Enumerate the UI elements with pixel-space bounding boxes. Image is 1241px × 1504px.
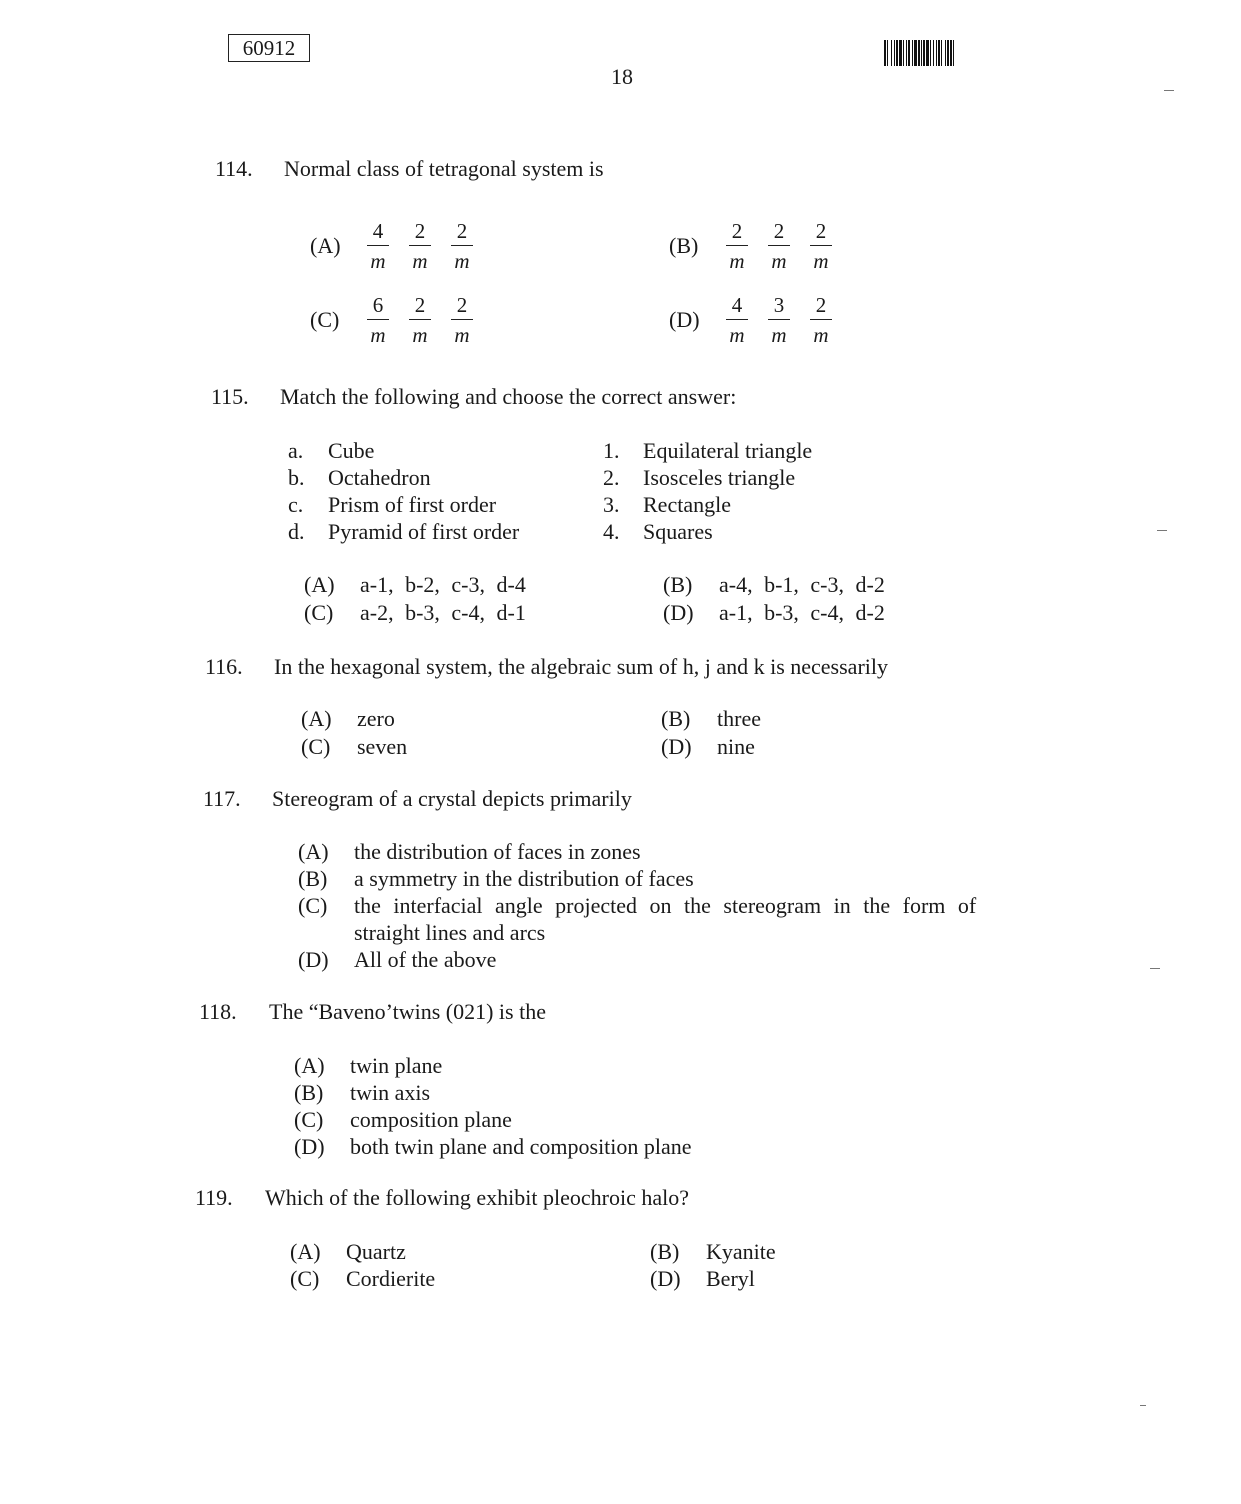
option-a: (A) twin plane (294, 1053, 443, 1078)
q117-options (298, 838, 976, 973)
option-b: (B) three (661, 706, 761, 731)
match-item: 4. Squares (603, 519, 713, 544)
option-a: (A) a-1, b-2, c-3, d-4 (304, 572, 526, 597)
q114-option-d (669, 294, 833, 346)
fraction: $\frac{2}{m}$ (809, 294, 833, 346)
q116-options-left (301, 705, 407, 761)
q118-text: The “Baveno’twins (021) is the (269, 999, 546, 1024)
option-d: (D) All of the above (298, 947, 497, 972)
option-d: (D) both twin plane and composition plane (294, 1134, 692, 1159)
option-label: (D) (669, 307, 700, 332)
scan-speck (1157, 530, 1167, 531)
q115-column-left (288, 437, 519, 545)
q118-number: 118. (199, 999, 237, 1024)
barcode-icon (884, 40, 1036, 66)
q119-options-right (650, 1238, 776, 1292)
q114-number: 114. (215, 156, 253, 181)
option-b: (B) a symmetry in the distribution of faces (298, 866, 694, 891)
q115-options-right (663, 571, 885, 627)
q114-option-b (669, 220, 833, 272)
fraction: $\frac{2}{m}$ (725, 220, 749, 272)
fraction: $\frac{2}{m}$ (450, 294, 474, 346)
option-b: (B) Kyanite (650, 1239, 776, 1264)
fraction: $\frac{2}{m}$ (450, 220, 474, 272)
scan-speck (1164, 90, 1174, 91)
match-item: 3. Rectangle (603, 492, 731, 517)
option-d: (D) Beryl (650, 1266, 755, 1291)
option-label: (A) (310, 233, 341, 258)
option-c: (C) composition plane (294, 1107, 512, 1132)
fraction: $\frac{4}{m}$ (725, 294, 749, 346)
fraction: $\frac{2}{m}$ (408, 294, 432, 346)
option-label: (B) (669, 233, 699, 258)
option-c: (C) the interfacial angle projected on the stereogram in the form of (298, 893, 977, 918)
q116-number: 116. (205, 654, 243, 679)
option-a: (A) Quartz (290, 1239, 406, 1264)
match-item: 2. Isosceles triangle (603, 465, 796, 490)
option-d: (D) a-1, b-3, c-4, d-2 (663, 600, 885, 625)
option-b: (B) a-4, b-1, c-3, d-2 (663, 572, 885, 597)
q117-text: Stereogram of a crystal depicts primarily (272, 786, 632, 811)
q116-options-right (661, 705, 761, 761)
match-item: 1. Equilateral triangle (603, 438, 813, 463)
q117-number: 117. (203, 786, 241, 811)
scan-speck (1150, 968, 1160, 969)
q115-options-left (304, 571, 526, 627)
option-c: (C) a-2, b-3, c-4, d-1 (304, 600, 526, 625)
q115-column-right (603, 437, 812, 545)
option-label: (C) (310, 307, 340, 332)
match-item: a. Cube (288, 438, 375, 463)
q115-number: 115. (211, 384, 249, 409)
q114-text: Normal class of tetragonal system is (284, 156, 604, 181)
match-item: c. Prism of first order (288, 492, 497, 517)
option-c: (C) seven (301, 734, 408, 759)
q114-option-c (310, 294, 474, 346)
fraction: $\frac{4}{m}$ (366, 220, 390, 272)
fraction: $\frac{2}{m}$ (767, 220, 791, 272)
option-a: (A) zero (301, 706, 395, 731)
q114-option-a (310, 220, 474, 272)
q119-options-left (290, 1238, 435, 1292)
q119-text: Which of the following exhibit pleochroic halo? (265, 1185, 689, 1210)
barcode-bar (954, 40, 956, 66)
q116-text: In the hexagonal system, the algebraic sum of h, j and k is necessarily (274, 654, 888, 679)
q119-number: 119. (195, 1185, 233, 1210)
q115-text: Match the following and choose the correct answer: (280, 384, 737, 409)
fraction: $\frac{6}{m}$ (366, 294, 390, 346)
fraction: $\frac{3}{m}$ (767, 294, 791, 346)
option-c: (C) Cordierite (290, 1266, 436, 1291)
scan-speck (1140, 1405, 1146, 1406)
option-a: (A) the distribution of faces in zones (298, 839, 641, 864)
option-b: (B) twin axis (294, 1080, 431, 1105)
match-item: b. Octahedron (288, 465, 431, 490)
paper-code: 60912 (228, 34, 310, 62)
fraction: $\frac{2}{m}$ (809, 220, 833, 272)
match-item: d. Pyramid of first order (288, 519, 520, 544)
option-c-continued: straight lines and arcs (354, 920, 546, 945)
option-d: (D) nine (661, 734, 755, 759)
fraction: $\frac{2}{m}$ (408, 220, 432, 272)
q118-options (294, 1052, 692, 1160)
page-number: 18 (611, 64, 633, 89)
